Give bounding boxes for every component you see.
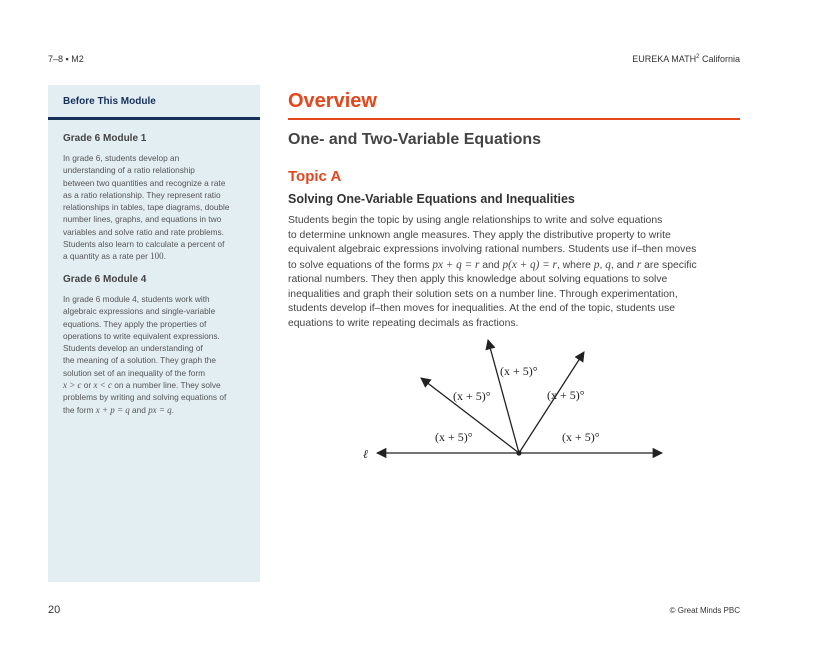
math-expression: x + p = q	[95, 404, 130, 415]
section-title: One- and Two-Variable Equations	[288, 131, 542, 148]
text-fragment: .	[171, 404, 174, 415]
text-line: understanding of a ratio relationship	[63, 165, 195, 176]
text-line: In grade 6, students develop an	[63, 153, 180, 163]
header-brand	[600, 54, 740, 64]
section-heading-grade6-module4: Grade 6 Module 4	[63, 274, 147, 285]
text-fragment: are specific	[641, 259, 697, 271]
page-title: Overview	[288, 90, 377, 112]
ray-2	[488, 340, 519, 453]
section-body-grade6-module1	[63, 152, 253, 263]
text-fragment: ,	[599, 259, 606, 271]
angle-diagram	[355, 330, 675, 470]
text-line: inequalities and graph their solution sets on a number line. Through experimentation,	[288, 288, 678, 300]
text-fragment: , and	[610, 259, 637, 271]
text-line: between two quantities and recognize a rate	[63, 177, 226, 188]
copyright: © Great Minds PBC	[669, 606, 740, 615]
angle-label-3: (x + 5)°	[500, 364, 538, 378]
text-line: relationships in tables, tape diagrams, double	[63, 202, 230, 213]
text-line: as a ratio relationship. They represent ratio	[63, 189, 221, 200]
sidebar-title: Before This Module	[63, 96, 156, 107]
math-expression: x < c	[93, 380, 112, 391]
text-line: Students also learn to calculate a percent of	[63, 239, 225, 250]
text-line	[288, 258, 743, 274]
math-number: 100	[150, 251, 164, 262]
text-line: In grade 6 module 4, students work with	[63, 294, 210, 304]
text-line: Students develop an understanding of	[63, 343, 203, 354]
title-divider	[288, 118, 740, 120]
header-module-label: 7–8 ▪ M2	[48, 54, 84, 64]
text-line: equations to write repeating decimals as fractions.	[288, 317, 519, 329]
section-heading-grade6-module1: Grade 6 Module 1	[63, 133, 147, 144]
math-variable: q	[605, 258, 611, 271]
text-fragment: .	[163, 251, 166, 262]
angle-label-4: (x + 5)°	[547, 388, 585, 402]
angle-label-2: (x + 5)°	[453, 389, 491, 403]
text-fragment: the form	[63, 404, 96, 415]
text-fragment: , where	[556, 259, 594, 271]
math-variable: r	[636, 258, 642, 271]
math-expression: px + q = r	[432, 258, 480, 271]
text-line: operations to write equivalent expressions.	[63, 330, 220, 341]
text-fragment: and	[129, 404, 149, 415]
math-expression: x > c	[63, 380, 82, 391]
text-line: algebraic expressions and single-variable	[63, 306, 216, 317]
topic-title: Solving One-Variable Equations and Inequalities	[288, 192, 575, 206]
text-line: equivalent algebraic expressions involving rational numbers. Students use if–then moves	[288, 244, 697, 255]
before-module-sidebar	[48, 85, 260, 582]
text-line	[63, 404, 253, 416]
math-expression: p(x + q) = r	[502, 258, 557, 271]
math-variable: p	[593, 258, 600, 271]
section-body-grade6-module4	[63, 293, 253, 416]
text-fragment: to solve equations of the forms	[288, 259, 433, 271]
text-fragment: or	[81, 380, 94, 391]
text-line: equations. They apply the properties of	[63, 318, 207, 329]
text-line	[63, 379, 253, 391]
text-line	[63, 250, 253, 262]
text-fragment: and	[479, 259, 503, 271]
text-line: the meaning of a solution. They graph the	[63, 355, 216, 366]
topic-label: Topic A	[288, 168, 342, 185]
line-label: ℓ	[363, 447, 368, 461]
text-line: rational numbers. They then apply this knowledge about solving equations to solve	[288, 274, 668, 285]
text-line: Students begin the topic by using angle relationships to write and solve equations	[288, 215, 663, 226]
brand-name: EUREKA MATH	[632, 54, 697, 64]
text-line: number lines, graphs, and equations in two	[63, 214, 222, 225]
brand-sup: 2	[696, 54, 700, 60]
vertex-point	[516, 450, 521, 455]
text-line: variables and solve ratio and rate problems.	[63, 226, 224, 237]
page-number: 20	[48, 604, 61, 616]
angle-label-1: (x + 5)°	[435, 430, 473, 444]
math-expression: px = q	[148, 404, 172, 415]
topic-description	[288, 214, 743, 331]
text-line: problems by writing and solving equations of	[63, 392, 227, 403]
text-line: to determine unknown angle measures. They apply the distributive property to write	[288, 229, 671, 241]
text-line: solution set of an inequality of the form	[63, 367, 206, 378]
text-line: students develop if–then moves for inequalities. At the end of the topic, students use	[288, 303, 676, 314]
sidebar-divider	[48, 117, 260, 120]
brand-edition: California	[699, 54, 740, 64]
text-fragment: a quantity as a rate per	[63, 251, 151, 262]
angle-label-5: (x + 5)°	[562, 430, 600, 444]
text-fragment: on a number line. They solve	[111, 380, 221, 391]
